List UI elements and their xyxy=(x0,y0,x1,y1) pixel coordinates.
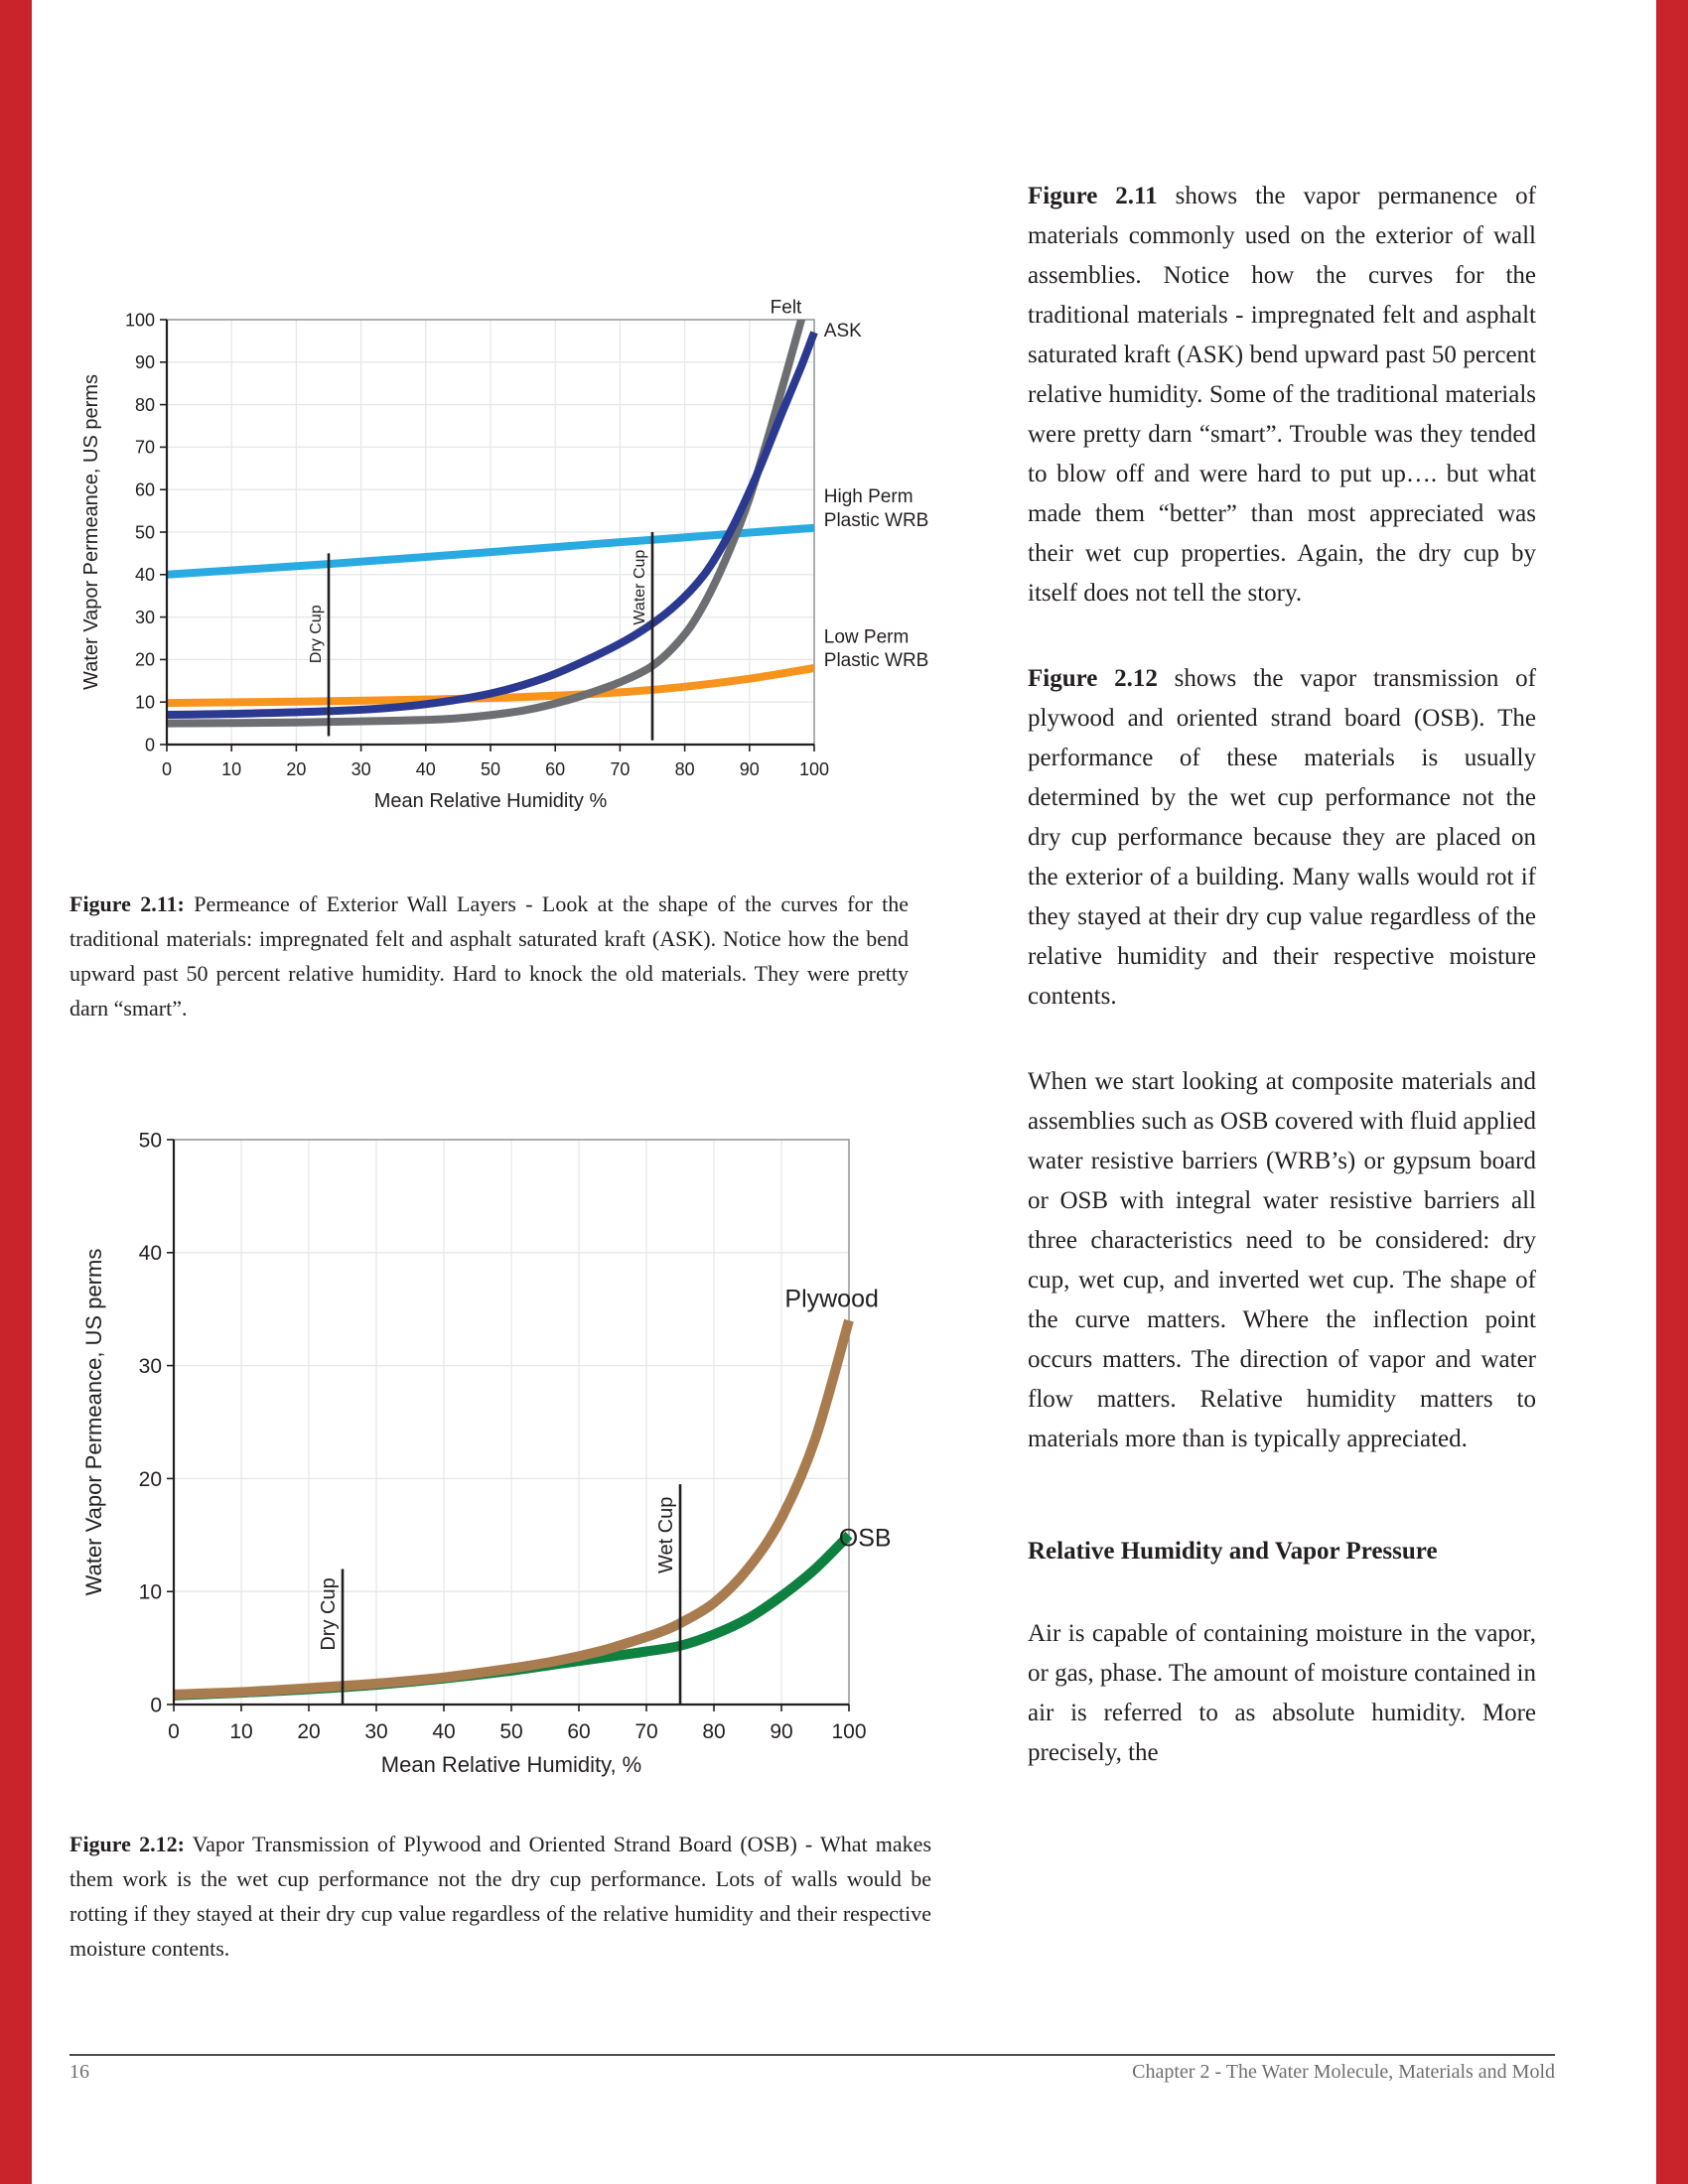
figure-2-11-caption-text: Permeance of Exterior Wall Layers - Look at the shape of the curves for the traditional materials: impregnated felt and asphalt saturated kraft (ASK). Notice how the bend upward past 50 percent relative humidity. Hard to knock the old materials. They were pretty darn “smart”. xyxy=(70,891,910,1021)
svg-text:60: 60 xyxy=(567,1720,591,1743)
paragraph-figure-2-12 xyxy=(1028,659,1536,1017)
body-text-column xyxy=(1028,177,1536,1819)
svg-text:10: 10 xyxy=(221,759,242,779)
svg-text:20: 20 xyxy=(286,759,307,779)
svg-text:40: 40 xyxy=(134,565,155,586)
svg-text:40: 40 xyxy=(432,1720,456,1743)
svg-text:Water Cup: Water Cup xyxy=(632,549,648,625)
svg-text:Plastic WRB: Plastic WRB xyxy=(823,509,929,531)
svg-text:OSB: OSB xyxy=(838,1524,892,1553)
svg-text:30: 30 xyxy=(138,1354,162,1378)
svg-text:60: 60 xyxy=(134,479,155,500)
svg-text:10: 10 xyxy=(134,692,155,713)
svg-text:Mean Relative Humidity %: Mean Relative Humidity % xyxy=(373,790,608,812)
svg-text:0: 0 xyxy=(161,759,173,779)
figure-2-11-caption-label: Figure 2.11: xyxy=(70,891,185,916)
paragraph-composite-materials: When we start looking at composite materials and assemblies such as OSB covered with fluid applied water resistive barriers (WRB’s) or gypsum board or OSB with integral water resistive barriers all three characteristics need to be considered: dry cup, wet cup, and inverted wet cup. The shape of the curve matters. Where the inflection point occurs matters. The direction of vapor and water flow matters. Relative humidity matters to materials more than is typically appreciated. xyxy=(1028,1068,1536,1452)
svg-text:Plastic WRB: Plastic WRB xyxy=(823,650,929,672)
figure-2-12-chart xyxy=(70,1087,983,1787)
paragraph-text: shows the vapor transmission of plywood and oriented strand board (OSB). The performance of these materials is usually determined by the wet cup performance not the dry cup performance because they are placed on the exterior of a building. Many walls would rot if they stayed at their dry cup value regardless of the relative humidity and their respective moisture contents. xyxy=(1028,665,1536,1010)
svg-text:Dry Cup: Dry Cup xyxy=(318,1577,340,1651)
svg-text:0: 0 xyxy=(150,1694,162,1717)
svg-text:50: 50 xyxy=(138,1129,162,1153)
svg-text:80: 80 xyxy=(134,394,155,415)
svg-text:Mean Relative Humidity, %: Mean Relative Humidity, % xyxy=(380,1752,642,1777)
svg-text:70: 70 xyxy=(634,1720,658,1743)
svg-text:Dry Cup: Dry Cup xyxy=(308,605,325,664)
svg-text:100: 100 xyxy=(831,1720,867,1743)
page-number: 16 xyxy=(70,2061,89,2083)
svg-text:40: 40 xyxy=(138,1242,162,1266)
svg-text:Water Vapor Permeance, US perm: Water Vapor Permeance, US perms xyxy=(81,1248,106,1596)
svg-text:70: 70 xyxy=(610,759,631,779)
left-edge-red-bar xyxy=(0,0,32,2184)
figure-2-11-caption xyxy=(70,887,909,1025)
section-heading: Relative Humidity and Vapor Pressure xyxy=(1028,1538,1438,1565)
svg-text:20: 20 xyxy=(297,1720,321,1743)
svg-text:30: 30 xyxy=(134,607,155,627)
svg-text:ASK: ASK xyxy=(823,321,862,342)
svg-text:Low Perm: Low Perm xyxy=(823,626,910,648)
svg-text:90: 90 xyxy=(739,759,760,779)
svg-text:20: 20 xyxy=(138,1467,162,1491)
svg-text:Felt: Felt xyxy=(770,297,802,319)
figure-2-12-caption xyxy=(70,1827,931,1966)
svg-text:90: 90 xyxy=(134,352,155,373)
svg-text:30: 30 xyxy=(364,1720,388,1743)
svg-text:40: 40 xyxy=(415,759,436,779)
svg-text:Plywood: Plywood xyxy=(784,1285,879,1313)
svg-text:80: 80 xyxy=(674,759,695,779)
paragraph-lead: Figure 2.12 xyxy=(1028,665,1158,692)
svg-text:10: 10 xyxy=(138,1580,162,1604)
svg-text:100: 100 xyxy=(124,310,155,331)
svg-text:80: 80 xyxy=(702,1720,726,1743)
right-edge-red-bar xyxy=(1656,0,1688,2184)
footer-chapter-title: Chapter 2 - The Water Molecule, Materials and Mold xyxy=(1132,2061,1555,2083)
svg-text:60: 60 xyxy=(545,759,566,779)
svg-text:50: 50 xyxy=(499,1720,523,1743)
figure-2-12-caption-text: Vapor Transmission of Plywood and Oriented Strand Board (OSB) - What makes them work is the wet cup performance not the dry cup performance. Lots of walls would be rotting if they stayed at their dry cup value regardless of the relative humidity and their respective moisture contents. xyxy=(70,1832,932,1961)
svg-text:50: 50 xyxy=(134,522,155,543)
svg-text:90: 90 xyxy=(770,1720,793,1743)
paragraph-lead: Figure 2.11 xyxy=(1028,183,1158,209)
footer-rule xyxy=(70,2054,1555,2056)
paragraph-text: shows the vapor permanence of materials commonly used on the exterior of wall assemblies. Notice how the curves for the traditional materials - impregnated felt and asphalt saturated kraft (ASK) bend upward past 50 percent relative humidity. Some of the traditional materials were pretty darn “smart”. Trouble was they tended to blow off and were hard to put up…. but what made them “better” than most appreciated was their wet cup properties. Again, the dry cup by itself does not tell the story. xyxy=(1028,183,1536,607)
svg-text:30: 30 xyxy=(351,759,371,779)
svg-text:Wet Cup: Wet Cup xyxy=(655,1496,677,1574)
svg-text:Water Vapor Permeance, US perm: Water Vapor Permeance, US perms xyxy=(80,374,102,690)
svg-text:0: 0 xyxy=(168,1720,180,1743)
svg-text:70: 70 xyxy=(134,437,155,458)
paragraph-figure-2-11 xyxy=(1028,177,1536,614)
svg-text:20: 20 xyxy=(134,649,155,670)
figure-2-11-chart xyxy=(70,248,983,829)
svg-text:High Perm: High Perm xyxy=(823,486,914,508)
svg-text:50: 50 xyxy=(480,759,501,779)
svg-text:10: 10 xyxy=(229,1720,253,1743)
paragraph-absolute-humidity: Air is capable of containing moisture in the vapor, or gas, phase. The amount of moisture contained in air is referred to as absolute humidity. More precisely, the xyxy=(1028,1620,1536,1766)
svg-text:0: 0 xyxy=(144,735,155,755)
svg-text:100: 100 xyxy=(798,759,830,779)
figure-2-12-caption-label: Figure 2.12: xyxy=(70,1832,185,1856)
